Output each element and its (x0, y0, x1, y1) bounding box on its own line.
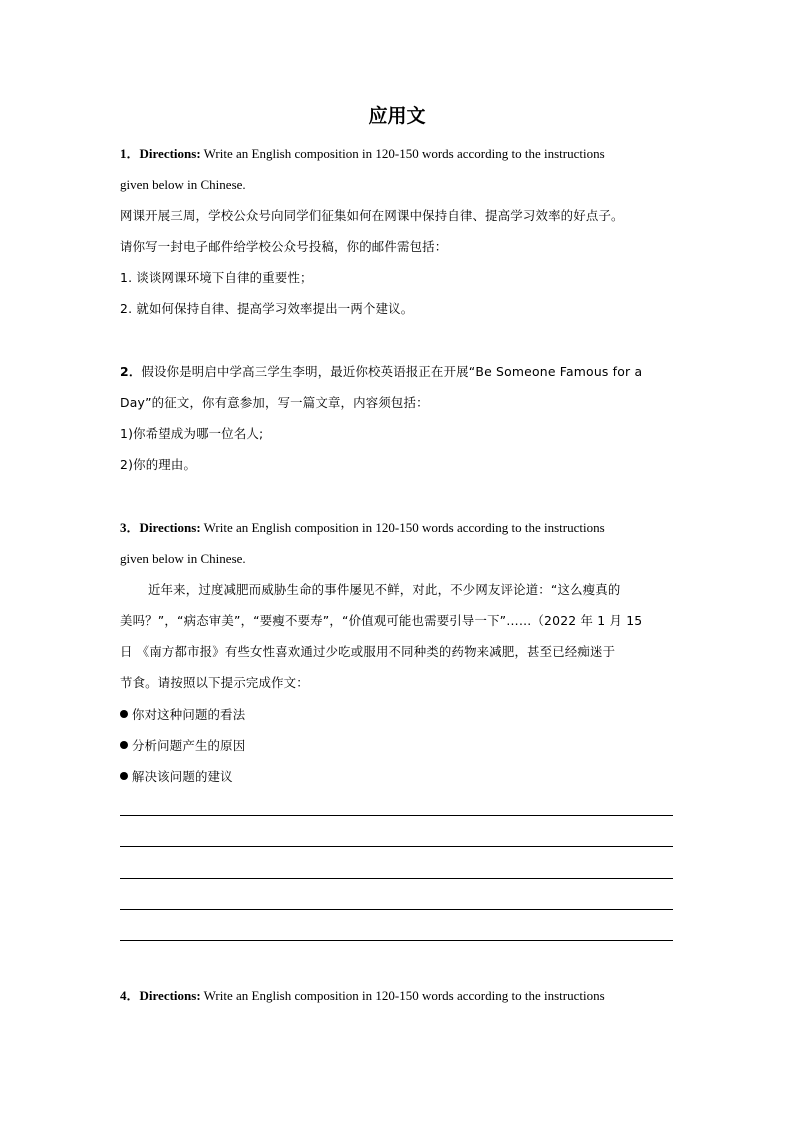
q4-directions-line1 (120, 986, 605, 1006)
q2-item2: 2)你的理由。 (120, 457, 197, 472)
q3-directions-label: Directions: (139, 520, 201, 535)
q2-line1-text: 假设你是明启中学高三学生李明，最近你校英语报正在开展“Be Someone Famous for a (141, 364, 643, 379)
q3-bullet-item (120, 705, 245, 725)
q3-directions-text: Write an English composition in 120-150 words according to the instructions (200, 520, 605, 535)
q3-bullet-text: 分析问题产生的原因 (132, 738, 246, 753)
q1-directions-line2: given below in Chinese. (120, 177, 246, 192)
q3-para-line3: 日 《南方都市报》有些女性喜欢通过少吃或服用不同种类的药物来减肥，甚至已经痴迷于 (120, 644, 616, 659)
q2-line1 (120, 362, 642, 382)
q1-cn-line1: 网课开展三周，学校公众号向同学们征集如何在网课中保持自律、提高学习效率的好点子。 (120, 208, 624, 223)
q2-item1: 1)你希望成为哪一位名人; (120, 426, 264, 441)
q3-bullet-text: 解决该问题的建议 (132, 769, 233, 784)
answer-line[interactable] (120, 909, 673, 910)
q1-item1: 1. 谈谈网课环境下自律的重要性； (120, 270, 313, 285)
q4-directions-label: Directions: (139, 988, 201, 1003)
q2-line2: Day”的征文，你有意参加，写一篇文章，内容须包括： (120, 395, 429, 410)
q3-bullet-item (120, 767, 233, 787)
answer-line[interactable] (120, 940, 673, 941)
q1-directions-line1 (120, 144, 605, 164)
q2-number: 2． (120, 364, 142, 379)
bullet-icon (120, 710, 128, 718)
answer-line[interactable] (120, 815, 673, 816)
q3-para-line4: 节食。请按照以下提示完成作文： (120, 675, 309, 690)
q3-para-line1: 近年来，过度减肥而威胁生命的事件屡见不鲜，对此，不少网友评论道：“这么瘦真的 (148, 582, 621, 597)
q3-directions-line2: given below in Chinese. (120, 551, 246, 566)
q4-directions-text: Write an English composition in 120-150 words according to the instructions (200, 988, 605, 1003)
q3-bullet-item (120, 736, 245, 756)
answer-line[interactable] (120, 878, 673, 879)
q4-number: 4． (120, 988, 140, 1003)
answer-line[interactable] (120, 846, 673, 847)
q3-number: 3． (120, 520, 140, 535)
q3-directions-line1 (120, 518, 605, 538)
q1-cn-line2: 请你写一封电子邮件给学校公众号投稿，你的邮件需包括： (120, 239, 448, 254)
q3-bullet-text: 你对这种问题的看法 (132, 707, 246, 722)
bullet-icon (120, 741, 128, 749)
page-title: 应用文 (368, 105, 426, 127)
q1-directions-text: Write an English composition in 120-150 words according to the instructions (200, 146, 605, 161)
q1-directions-label: Directions: (139, 146, 201, 161)
q1-number: 1． (120, 146, 140, 161)
bullet-icon (120, 772, 128, 780)
q3-para-line2: 美吗？”，“病态审美”，“要瘦不要寿”，“价值观可能也需要引导一下”……（2022 年 1 月 15 (120, 613, 643, 628)
q1-item2: 2. 就如何保持自律、提高学习效率提出一两个建议。 (120, 301, 414, 316)
